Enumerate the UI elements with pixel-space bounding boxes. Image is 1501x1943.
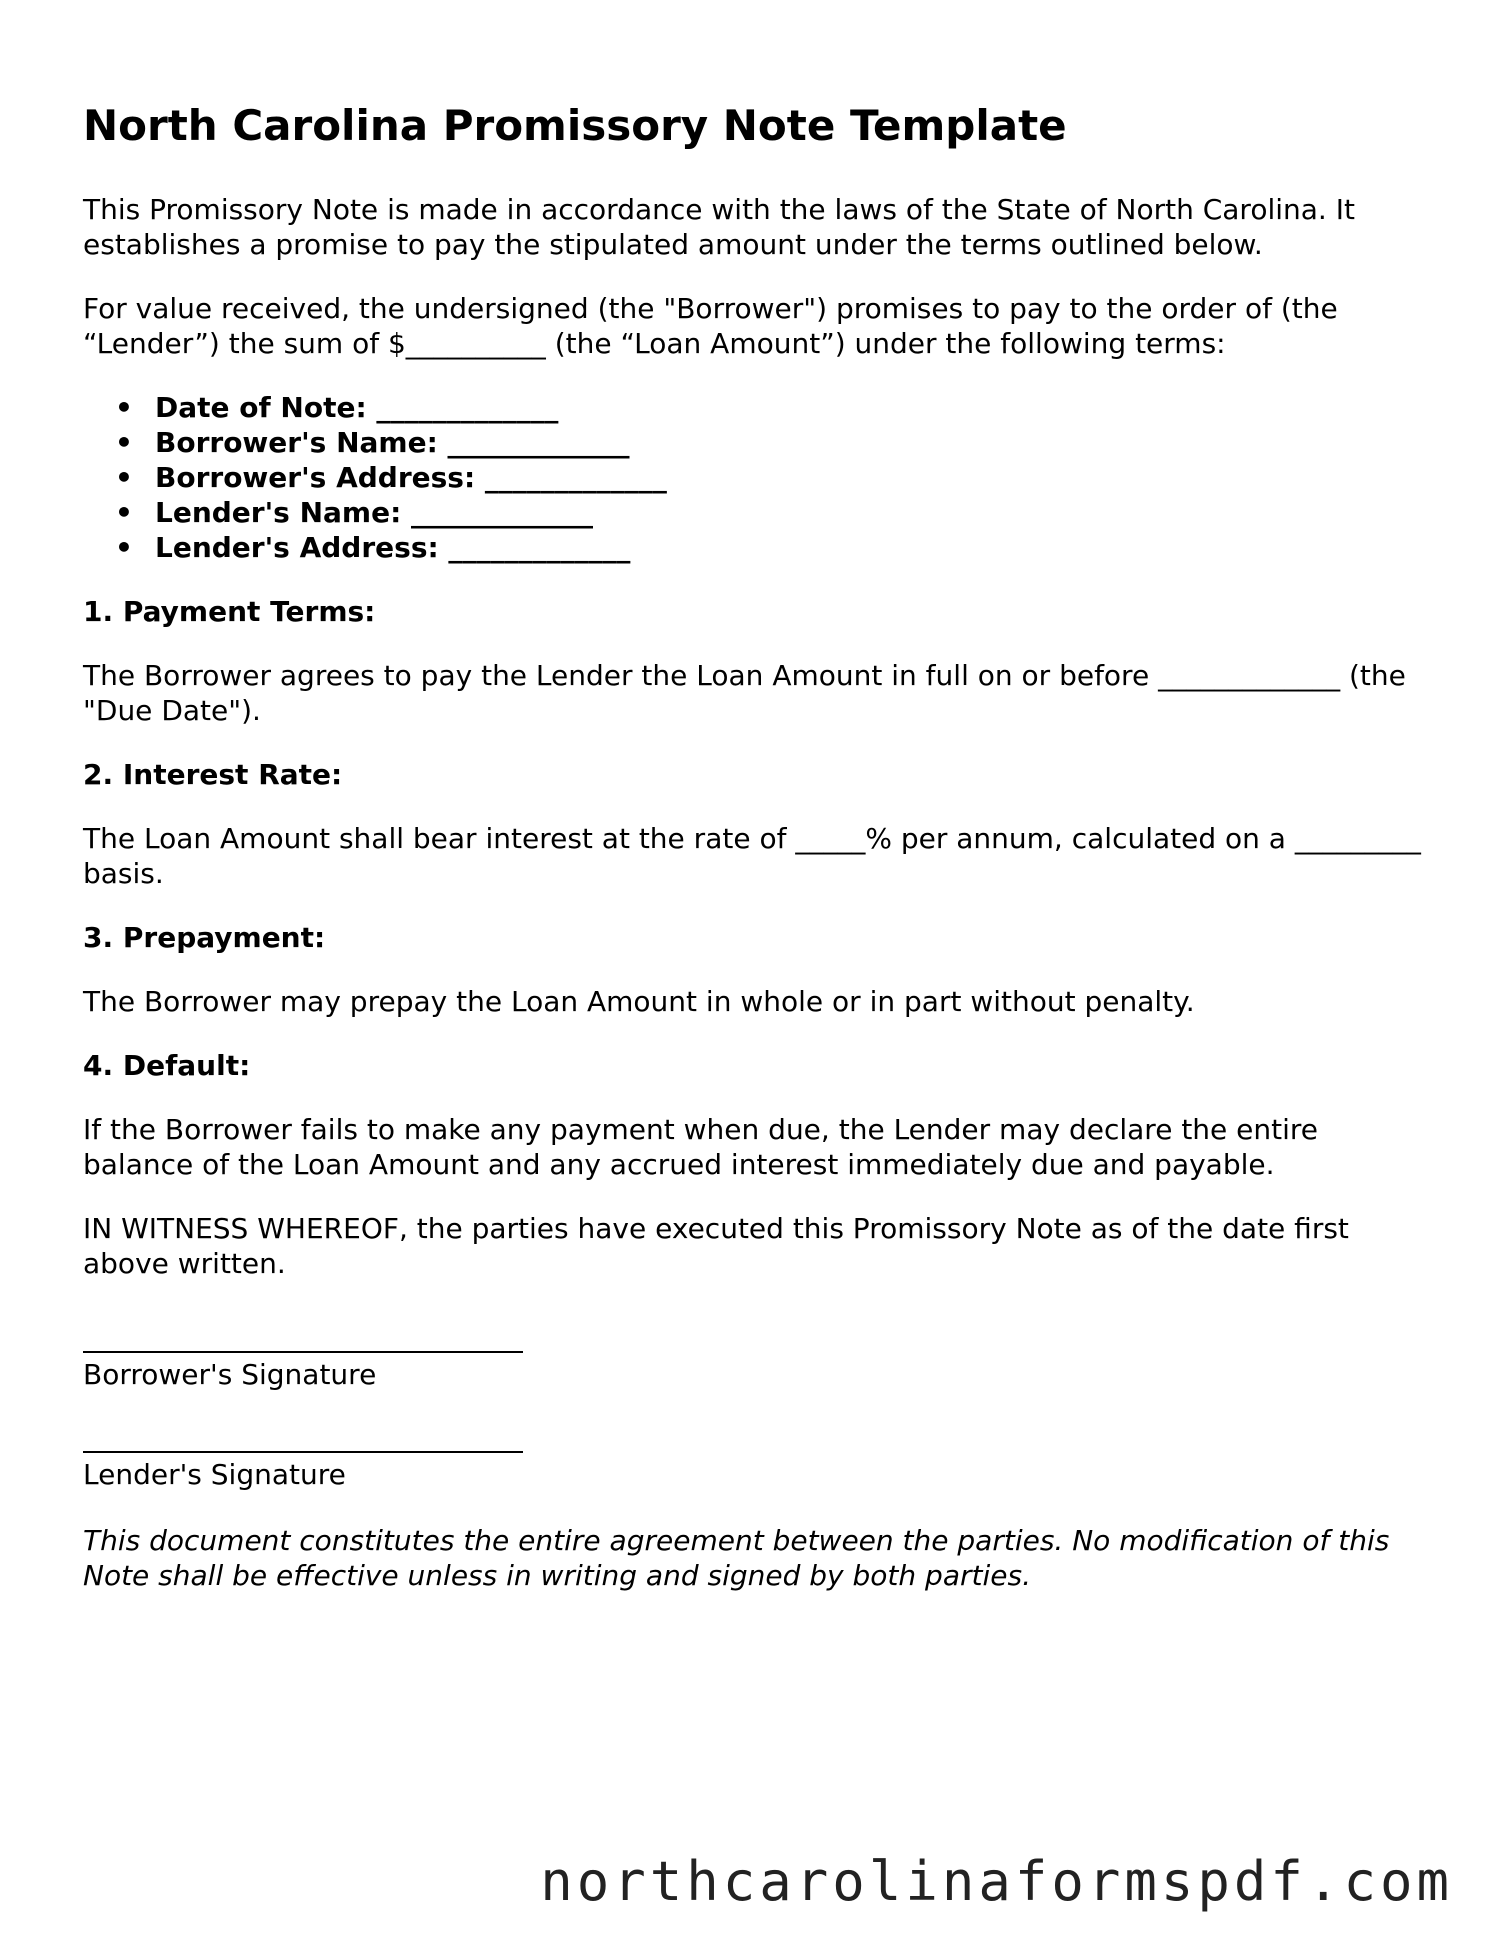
field-lender-name: [115, 495, 1423, 530]
bullet-icon: •: [115, 391, 133, 424]
bullet-icon: •: [115, 531, 133, 564]
field-label: Lender's Address: _____________: [155, 531, 631, 564]
bullet-icon: •: [115, 461, 133, 494]
field-date-of-note: [115, 390, 1423, 425]
field-label: Borrower's Address: _____________: [155, 461, 667, 494]
bullet-icon: •: [115, 426, 133, 459]
field-label: Lender's Name: _____________: [155, 496, 594, 529]
borrower-signature-line: [83, 1323, 523, 1353]
section-body-default: If the Borrower fails to make any payment when due, the Lender may declare the entire balance of the Loan Amount and any accrued interest immediately due and payable.: [83, 1113, 1319, 1181]
section-heading-default: 4. Default:: [83, 1049, 251, 1082]
field-lender-address: [115, 530, 1423, 565]
document-page: [83, 100, 1423, 1622]
site-watermark: northcarolinaformspdf.com: [540, 1850, 1453, 1913]
intro-paragraph: This Promissory Note is made in accordance with the laws of the State of North Carolina. It establishes a promise to pay the stipulated amount under the terms outlined below.: [83, 193, 1355, 261]
section-body-payment-terms: The Borrower agrees to pay the Lender the Loan Amount in full on or before _____________ (the "Due Date").: [83, 659, 1406, 727]
field-label: Borrower's Name: _____________: [155, 426, 630, 459]
value-received-paragraph: For value received, the undersigned (the "Borrower") promises to pay to the order of (the “Lender”) the sum of $__________ (the “Loan Amount”) under the following terms:: [83, 292, 1338, 360]
note-fields-list: [83, 390, 1423, 565]
field-borrower-name: [115, 425, 1423, 460]
lender-signature-label: Lender's Signature: [83, 1458, 346, 1491]
section-heading-prepayment: 3. Prepayment:: [83, 921, 326, 954]
field-borrower-address: [115, 460, 1423, 495]
section-body-interest-rate: The Loan Amount shall bear interest at the rate of _____% per annum, calculated on a _________ basis.: [83, 822, 1421, 890]
closing-statement: This document constitutes the entire agreement between the parties. No modification of this Note shall be effective unless in writing and signed by both parties.: [83, 1524, 1390, 1592]
section-heading-interest-rate: 2. Interest Rate:: [83, 758, 343, 791]
lender-signature-line: [83, 1423, 523, 1453]
section-heading-payment-terms: 1. Payment Terms:: [83, 595, 376, 628]
section-body-prepayment: The Borrower may prepay the Loan Amount in whole or in part without penalty.: [83, 985, 1195, 1018]
bullet-icon: •: [115, 496, 133, 529]
signature-block: [83, 1323, 1423, 1493]
borrower-signature-label: Borrower's Signature: [83, 1358, 377, 1391]
field-label: Date of Note: _____________: [155, 391, 559, 424]
witness-paragraph: IN WITNESS WHEREOF, the parties have executed this Promissory Note as of the date first above written.: [83, 1212, 1349, 1280]
document-title: North Carolina Promissory Note Template: [83, 101, 1067, 150]
